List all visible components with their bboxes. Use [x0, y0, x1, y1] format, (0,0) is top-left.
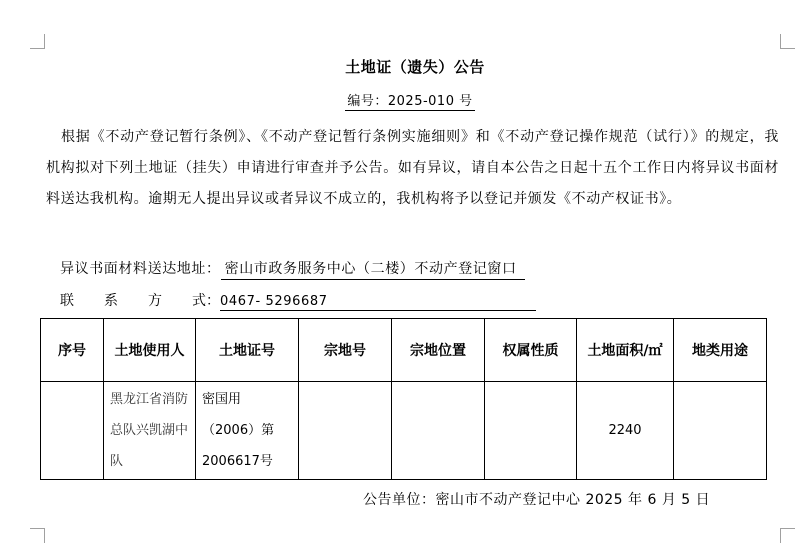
- objection-address-line: [60, 258, 525, 280]
- page-corner-mark: [30, 528, 45, 543]
- land-certificate-table: [40, 318, 767, 480]
- table-row: [41, 382, 767, 480]
- cell-area: 2240: [577, 382, 674, 480]
- header-parcel-no: 宗地号: [299, 319, 392, 382]
- cell-ownership: [485, 382, 577, 480]
- header-cert-no: 土地证号: [196, 319, 299, 382]
- cell-cert-no: 密国用（2006）第2006617号: [196, 382, 299, 480]
- contact-line: [60, 290, 536, 311]
- cell-land-use: [674, 382, 767, 480]
- contact-label-char: 系: [104, 293, 118, 309]
- notice-footer: 公告单位：密山市不动产登记中心 2025 年 6 月 5 日: [363, 492, 711, 508]
- header-seq: 序号: [41, 319, 104, 382]
- notice-body: 根据《不动产登记暂行条例》、《不动产登记暂行条例实施细则》和《不动产登记操作规范（试行）》的规定，我机构拟对下列土地证（挂失）申请进行审查并予公告。如有异议，请自本公告之日起十五个工作日内将异议书面材料送达我机构。逾期无人提出异议或者异议不成立的，我机构将予以登记并颁发《不动产权证书》。: [46, 129, 779, 207]
- contact-label-char: 联: [60, 293, 74, 309]
- header-land-user: 土地使用人: [104, 319, 196, 382]
- contact-label-char: 式：: [192, 293, 220, 309]
- notice-title: 土地证（遗失）公告: [345, 58, 485, 76]
- objection-address-label: 异议书面材料送达地址：: [60, 261, 221, 277]
- header-parcel-location: 宗地位置: [392, 319, 485, 382]
- page-corner-mark: [780, 34, 795, 49]
- contact-label: [60, 290, 220, 310]
- header-land-use: 地类用途: [674, 319, 767, 382]
- contact-phone-value: 0467- 5296687: [220, 294, 536, 311]
- cell-parcel-no: [299, 382, 392, 480]
- cell-land-user: 黑龙江省消防总队兴凯湖中队: [104, 382, 196, 480]
- cell-seq: [41, 382, 104, 480]
- table-header-row: [41, 319, 767, 382]
- header-ownership: 权属性质: [485, 319, 577, 382]
- page-corner-mark: [30, 34, 45, 49]
- notice-number: 编号：2025-010 号: [345, 90, 474, 111]
- contact-label-char: 方: [148, 293, 162, 309]
- page-corner-mark: [780, 528, 795, 543]
- objection-address-value: 密山市政务服务中心（二楼）不动产登记窗口: [221, 258, 525, 280]
- cell-parcel-location: [392, 382, 485, 480]
- header-area: 土地面积/㎡: [577, 319, 674, 382]
- notice-number-line: [0, 90, 800, 111]
